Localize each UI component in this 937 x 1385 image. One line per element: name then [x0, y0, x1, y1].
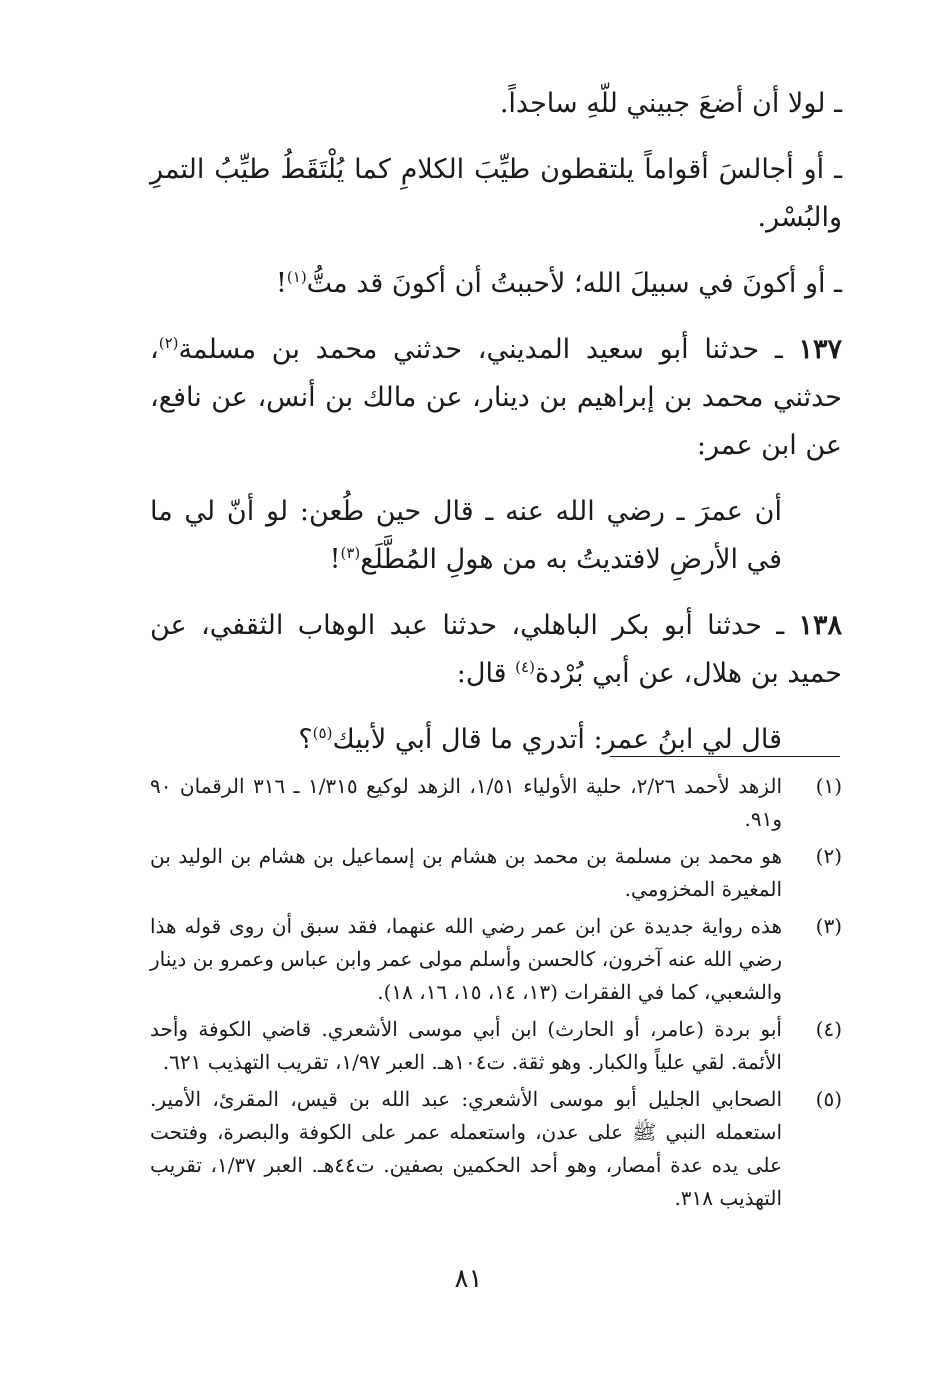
footnote-number: (١) [815, 774, 842, 798]
footnote-number: (٣) [815, 914, 842, 938]
footnote-ref[interactable]: (٢) [158, 334, 179, 352]
footnote [150, 770, 842, 836]
footnote [150, 910, 842, 1009]
footnote-text: أبو بردة (عامر، أو الحارث) ابن أبي موسى الأشعري. قاضي الكوفة وأحد الأئمة. لقي علياً والكبار. وهو ثقة. ت١٠٤هـ. العبر ١/٩٧، تقريب التهذيب ٦٢١. [150, 1017, 782, 1074]
paragraph [150, 488, 842, 584]
punctuation: ! [329, 544, 341, 575]
hadith-number: ١٣٧ [798, 334, 842, 365]
footnote-text: الصحابي الجليل أبو موسى الأشعري: عبد الله بن قيس، المقرئ، الأمير. استعمله النبي ﷺ على عدن، واستعمله عمر على الكوفة والبصرة، وفتحت على يده عدة أمصار، وهو أحد الحكمين بصفين. ت٤٤هـ. العبر ١/٣٧، تقريب التهذيب ٣١٨. [150, 1087, 782, 1210]
footnote-text: الزهد لأحمد ٢/٢٦، حلية الأولياء ١/٥١، الزهد لوكيع ١/٣١٥ ـ ٣١٦ الرقمان ٩٠ و٩١. [150, 774, 782, 831]
main-text [150, 80, 842, 764]
paragraph [150, 80, 842, 128]
footnote-number: (٤) [815, 1017, 842, 1041]
footnote [150, 1013, 842, 1079]
hadith-138 [150, 602, 842, 698]
isnad-text: ، حدثني محمد بن إبراهيم بن دينار، عن مالك بن أنس، عن نافع، عن ابن عمر: [150, 334, 842, 461]
punctuation: ؟ [298, 724, 313, 755]
footnote-number: (٢) [815, 844, 842, 868]
footnotes [150, 770, 842, 1219]
footnote-text: هذه رواية جديدة عن ابن عمر رضي الله عنهما، فقد سبق أن روى قوله هذا رضي الله عنه آخرون، كالحسن وأسلم مولى عمر وابن عباس وعمرو بن دينار والشعبي، كما في الفقرات (١٣، ١٤، ١٥، ١٦، ١٨). [150, 914, 782, 1004]
matn-text: أن عمرَ ـ رضي الله عنه ـ قال حين طُعن: لو أنّ لي ما في الأرضِ لافتديتُ به من هولِ المُطَّلَع [150, 496, 782, 575]
footnote-ref[interactable]: (٥) [312, 724, 333, 742]
footnote-ref[interactable]: (٤) [515, 658, 535, 676]
punctuation: ! [276, 268, 287, 299]
isnad-text: ـ حدثنا أبو سعيد المديني، حدثني محمد بن مسلمة [178, 334, 799, 365]
isnad-text: ـ حدثنا أبو بكر الباهلي، حدثنا عبد الوهاب الثقفي، عن حميد بن هلال، عن أبي بُرْدة [150, 610, 842, 689]
footnote-text: هو محمد بن مسلمة بن محمد بن هشام بن إسماعيل بن هشام بن الوليد بن المغيرة المخزومي. [150, 844, 782, 901]
footnote-number: (٥) [815, 1087, 842, 1111]
footnote [150, 840, 842, 906]
text-line: ـ لولا أن أضعَ جبيني للّهِ ساجداً. [499, 88, 842, 119]
text-line: ـ أو أجالسَ أقواماً يلتقطون طيِّبَ الكلامِ كما يُلْتَقَطُ طيِّبُ التمرِ والبُسْر. [150, 154, 842, 233]
footnote-ref[interactable]: (٣) [340, 544, 361, 562]
isnad-text: قال: [456, 658, 516, 689]
footnote-ref[interactable]: (١) [286, 268, 307, 286]
page-number: ٨١ [454, 1264, 483, 1294]
text-line: ـ أو أكونَ في سبيلَ الله؛ لأحببتُ أن أكونَ قد متُّ [306, 268, 842, 299]
footnote [150, 1083, 842, 1215]
hadith-137 [150, 326, 842, 470]
matn-text: قال لي ابنُ عمر: أتدري ما قال أبي لأبيك [332, 724, 782, 755]
paragraph [150, 260, 842, 308]
paragraph [150, 146, 842, 242]
footnote-separator [610, 756, 840, 757]
hadith-number: ١٣٨ [798, 610, 842, 641]
